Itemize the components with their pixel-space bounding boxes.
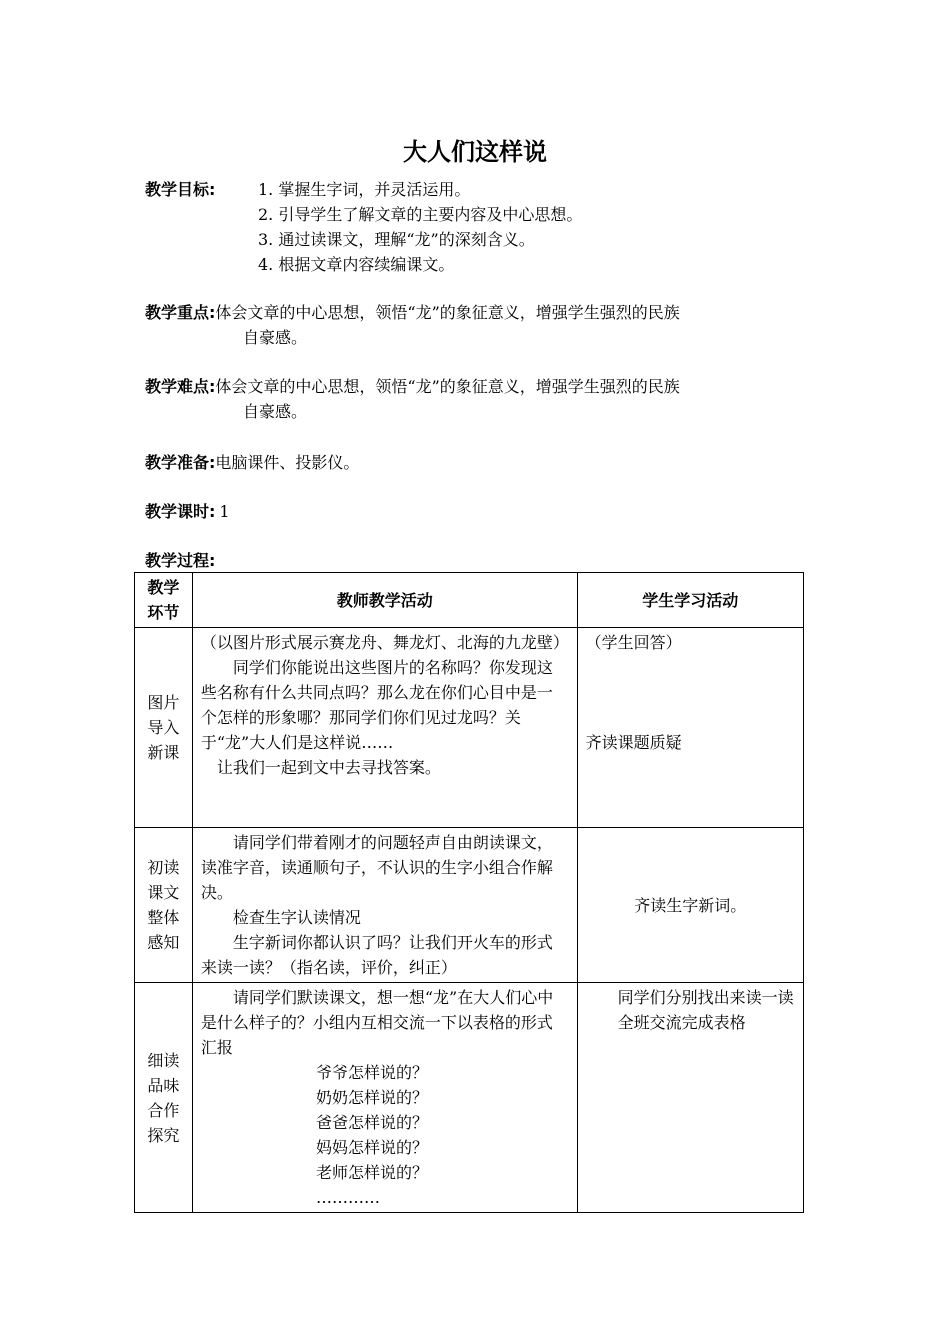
objective-item: 3. 通过读课文，理解“龙”的深刻含义。 bbox=[258, 230, 535, 249]
page-title: 大人们这样说 bbox=[403, 138, 547, 166]
teacher-cell bbox=[192, 628, 577, 828]
teacher-text: 奶奶怎样说的？ bbox=[316, 1088, 429, 1107]
key-points-text-cont: 自豪感。 bbox=[243, 328, 308, 347]
student-text: 齐读课题质疑 bbox=[585, 733, 682, 752]
process-label: 教学过程: bbox=[145, 551, 216, 570]
student-text: （学生回答） bbox=[585, 633, 682, 652]
student-cell bbox=[577, 628, 803, 828]
teacher-text: 爷爷怎样说的？ bbox=[316, 1063, 429, 1082]
student-text: 同学们分别找出来读一读 bbox=[617, 988, 794, 1007]
periods-label: 教学课时: bbox=[145, 502, 216, 521]
table-row bbox=[135, 828, 804, 983]
difficulties-label: 教学难点: bbox=[145, 377, 216, 396]
objective-item: 2. 引导学生了解文章的主要内容及中心思想。 bbox=[258, 205, 583, 224]
teacher-text: 让我们一起到文中去寻找答案。 bbox=[216, 758, 441, 777]
teacher-text: 妈妈怎样说的？ bbox=[316, 1138, 429, 1157]
difficulties bbox=[145, 374, 810, 424]
teacher-text: ………… bbox=[316, 1188, 381, 1207]
teacher-text: 老师怎样说的？ bbox=[316, 1163, 429, 1182]
objective-item: 4. 根据文章内容续编课文。 bbox=[258, 255, 455, 274]
teacher-text: 请同学们默读课文，想一想“龙”在大人们心中是什么样子的？小组内互相交流一下以表格的形式汇报 bbox=[200, 988, 554, 1057]
table-header-row bbox=[135, 573, 804, 628]
process-table bbox=[134, 572, 804, 1213]
teacher-text: 生字新词你都认识了吗？让我们开火车的形式来读一读？（指名读，评价，纠正） bbox=[200, 933, 553, 977]
header-student: 学生学习活动 bbox=[577, 573, 803, 628]
periods-value: 1 bbox=[219, 502, 230, 521]
difficulties-text: 体会文章的中心思想，领悟“龙”的象征意义，增强学生强烈的民族 bbox=[215, 377, 680, 396]
student-text: 齐读生字新词。 bbox=[634, 895, 747, 915]
objectives-label: 教学目标: bbox=[145, 180, 216, 199]
table-row bbox=[135, 983, 804, 1213]
preparation-label: 教学准备: bbox=[145, 453, 216, 472]
key-points bbox=[145, 300, 810, 350]
periods bbox=[145, 499, 230, 524]
stage-cell: 图片 导入 新课 bbox=[135, 628, 193, 828]
header-teacher: 教师教学活动 bbox=[192, 573, 577, 628]
student-cell bbox=[577, 983, 803, 1213]
teacher-text: 爸爸怎样说的？ bbox=[316, 1113, 429, 1132]
teacher-cell bbox=[192, 983, 577, 1213]
student-text: 全班交流完成表格 bbox=[617, 1013, 746, 1032]
student-cell bbox=[577, 828, 803, 983]
difficulties-text-cont: 自豪感。 bbox=[243, 402, 308, 421]
key-points-label: 教学重点: bbox=[145, 303, 216, 322]
teacher-cell bbox=[192, 828, 577, 983]
teacher-text: （以图片形式展示赛龙舟、舞龙灯、北海的九龙壁） bbox=[200, 633, 569, 652]
teacher-text: 检查生字认读情况 bbox=[232, 908, 361, 927]
preparation-value: 电脑课件、投影仪。 bbox=[215, 453, 360, 472]
stage-cell: 细读 品味 合作 探究 bbox=[135, 983, 193, 1213]
preparation bbox=[145, 450, 359, 475]
header-stage: 教学 环节 bbox=[135, 573, 193, 628]
teacher-text: 同学们你能说出这些图片的名称吗？你发现这些名称有什么共同点吗？那么龙在你们心目中是一个怎样的形象哪？那同学们你们见过龙吗？关于“龙”大人们是这样说…… bbox=[200, 658, 553, 752]
objective-item: 1. 掌握生字词，并灵活运用。 bbox=[258, 180, 471, 199]
table-row bbox=[135, 628, 804, 828]
key-points-text: 体会文章的中心思想，领悟“龙”的象征意义，增强学生强烈的民族 bbox=[215, 303, 680, 322]
stage-cell: 初读 课文 整体 感知 bbox=[135, 828, 193, 983]
teacher-text: 请同学们带着刚才的问题轻声自由朗读课文，读准字音，读通顺句子，不认识的生字小组合作解决。 bbox=[200, 833, 553, 902]
